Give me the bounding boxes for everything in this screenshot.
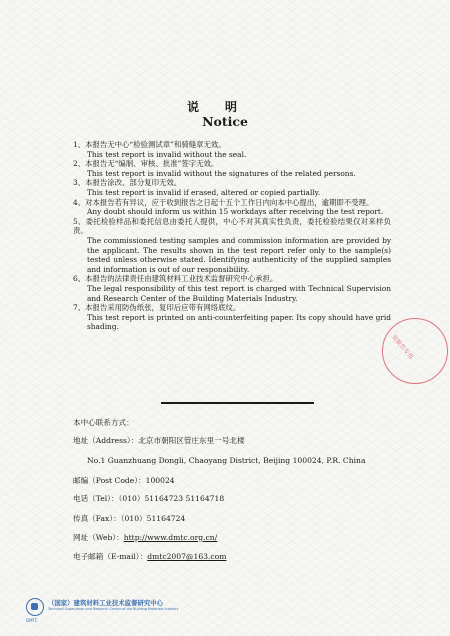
- email-link[interactable]: dmtc2007@163.com: [147, 552, 227, 561]
- contact-fax: 传真（Fax）：（010）51164724: [73, 514, 186, 523]
- notice-item: [73, 198, 391, 217]
- section-divider: [161, 402, 314, 404]
- footer-brand: [14, 598, 214, 628]
- contact-heading: 本中心联系方式：: [73, 418, 134, 427]
- notice-item-en: The legal responsibility of this test report is charged with Technical Supervision and Research Center of the Building Materials Industry.: [87, 283, 391, 303]
- notice-item: [73, 274, 391, 303]
- notice-item: [73, 303, 391, 332]
- notice-item-cn: 4、对本报告若有异议，应于收到报告之日起十五个工作日内向本中心提出，逾期即不受理。: [73, 197, 374, 207]
- org-logo-icon: [26, 598, 44, 616]
- contact-email-label: 电子邮箱（E-mail）：: [73, 552, 148, 561]
- notice-item-en: This test report is invalid if erased, altered or copied partially.: [87, 187, 321, 197]
- notice-item-en: This test report is invalid without the signatures of the related persons.: [87, 168, 356, 178]
- footer-org-name-cn: （国家）建筑材料工业技术监督研究中心: [48, 599, 164, 607]
- contact-address-en: No.1 Guanzhuang Dongli, Chaoyang District, Beijing 100024, P.R. China: [87, 456, 366, 465]
- notice-item: [73, 217, 391, 275]
- page-title-cn: 说明: [186, 100, 263, 114]
- logo-abbreviation: DMTC: [26, 618, 38, 623]
- contact-postcode: 邮编（Post Code）：100024: [73, 476, 175, 485]
- notice-item-cn: 1、本报告无中心“检验测试章”和骑缝章无效。: [73, 140, 226, 149]
- contact-address: 地址（Address）：北京市朝阳区管庄东里一号北楼: [73, 436, 245, 445]
- contact-web: [73, 533, 217, 543]
- notice-item-cn: 7、本报告采用防伪纸张，复印后应带有网络底纹。: [73, 303, 241, 313]
- notice-item: [73, 159, 391, 178]
- website-link[interactable]: http://www.dmtc.org.cn/: [123, 533, 218, 542]
- seal-text: 发报告专用: [389, 333, 415, 361]
- contact-tel: 电话（Tel）：（010）51164723 51164718: [73, 494, 225, 503]
- notice-item-cn: 2、本报告无“编制、审核、批准”签字无效。: [73, 159, 219, 169]
- notice-item-en: This test report is printed on anti-counterfeiting paper. Its copy should have grid shading.: [87, 312, 391, 332]
- notice-item-en: The commissioned testing samples and commission information are provided by the applicant. The results shown in the test report refer only to the sample(s) tested unless otherwise stated. Identifying authenticity of the supplied samples and information is out of our responsibility.: [87, 235, 391, 274]
- contact-web-label: 网址（Web）：: [73, 533, 124, 542]
- red-seal-stamp: [382, 318, 448, 384]
- notice-item-cn: 6、本报告的法律责任由建筑材料工业技术监督研究中心承担。: [73, 274, 278, 284]
- notice-item-en: This test report is invalid without the seal.: [87, 149, 247, 159]
- notice-list: [73, 140, 391, 332]
- contact-email: [73, 552, 226, 562]
- notice-item: [73, 140, 391, 159]
- notice-item-en: Any doubt should inform us within 15 workdays after receiving the test report.: [87, 207, 384, 217]
- page-title-en: Notice: [202, 114, 248, 129]
- notice-item: [73, 178, 391, 197]
- notice-item-cn: 5、委托检验样品和委托信息由委托人提供，中心不对其真实性负责，委托检验结果仅对来样负责。: [73, 216, 391, 236]
- notice-item-cn: 3、本报告涂改、部分复印无效。: [73, 178, 182, 188]
- footer-org-name-en: Technical Supervision and Research Center of the Building Materials Industry: [48, 607, 179, 611]
